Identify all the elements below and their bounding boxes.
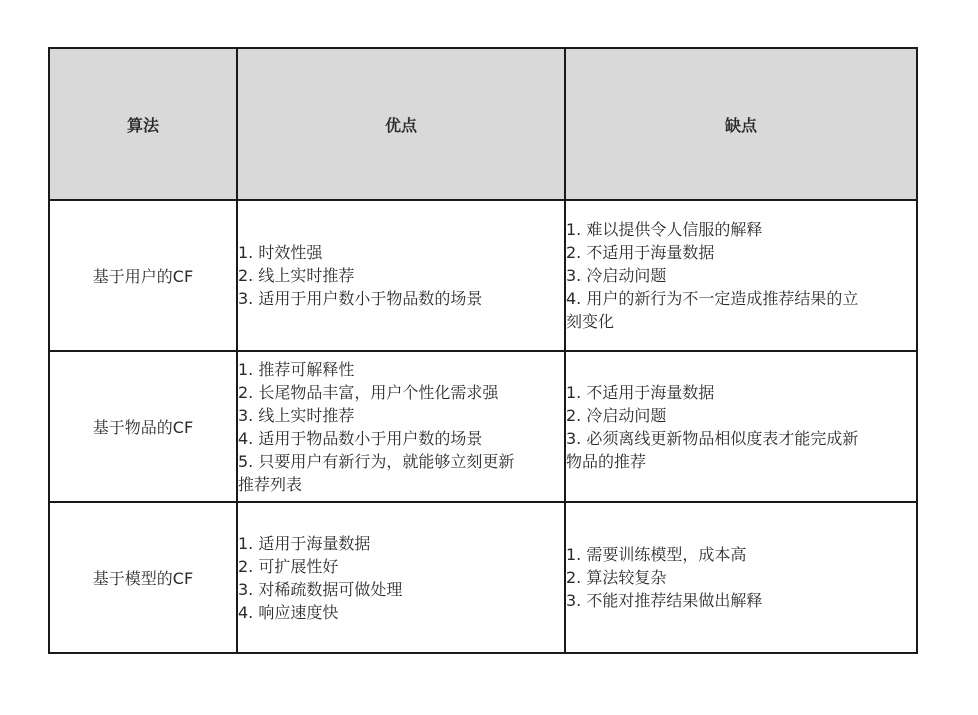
table-row xyxy=(49,200,917,351)
algorithm-cell: 基于物品的CF xyxy=(49,351,237,502)
pros-line: 5. 只要用户有新行为，就能够立刻更新 xyxy=(238,451,515,471)
pros-line: 2. 线上实时推荐 xyxy=(238,266,355,285)
pros-line: 3. 对稀疏数据可做处理 xyxy=(238,579,403,599)
pros-line: 4. 适用于物品数小于用户数的场景 xyxy=(238,428,483,448)
table-row xyxy=(49,502,917,653)
header-algorithm: 算法 xyxy=(49,48,237,200)
cons-line: 1. 难以提供令人信服的解释 xyxy=(566,220,763,239)
pros-cell xyxy=(237,200,565,351)
pros-line: 3. 线上实时推荐 xyxy=(238,405,355,425)
cons-line: 3. 不能对推荐结果做出解释 xyxy=(566,591,763,610)
table-row xyxy=(49,351,917,502)
cons-cell xyxy=(565,502,917,653)
cons-line: 1. 需要训练模型，成本高 xyxy=(566,545,747,564)
cons-line: 2. 冷启动问题 xyxy=(566,405,667,425)
pros-line: 1. 适用于海量数据 xyxy=(238,533,371,553)
pros-line: 2. 长尾物品丰富，用户个性化需求强 xyxy=(238,382,499,402)
header-row xyxy=(49,48,917,200)
pros-cell xyxy=(237,351,565,502)
table-body xyxy=(49,200,917,653)
pros-line: 1. 推荐可解释性 xyxy=(238,359,355,379)
cons-cell xyxy=(565,200,917,351)
pros-line: 2. 可扩展性好 xyxy=(238,556,339,576)
cons-line: 2. 算法较复杂 xyxy=(566,568,667,587)
algorithm-cell: 基于模型的CF xyxy=(49,502,237,653)
cons-line: 1. 不适用于海量数据 xyxy=(566,382,715,402)
comparison-table xyxy=(48,47,918,654)
cons-line: 物品的推荐 xyxy=(566,451,647,471)
pros-line: 4. 响应速度快 xyxy=(238,602,339,622)
pros-line: 3. 适用于用户数小于物品数的场景 xyxy=(238,289,483,308)
header-cons: 缺点 xyxy=(565,48,917,200)
cons-line: 刻变化 xyxy=(566,312,615,331)
cons-line: 2. 不适用于海量数据 xyxy=(566,243,715,262)
cons-line: 4. 用户的新行为不一定造成推荐结果的立 xyxy=(566,289,859,308)
table-header xyxy=(49,48,917,200)
header-pros: 优点 xyxy=(237,48,565,200)
cons-line: 3. 必须离线更新物品相似度表才能完成新 xyxy=(566,428,859,448)
cons-line: 3. 冷启动问题 xyxy=(566,266,667,285)
algorithm-cell: 基于用户的CF xyxy=(49,200,237,351)
pros-cell xyxy=(237,502,565,653)
pros-line: 1. 时效性强 xyxy=(238,243,323,262)
cons-cell xyxy=(565,351,917,502)
pros-line: 推荐列表 xyxy=(238,474,303,494)
